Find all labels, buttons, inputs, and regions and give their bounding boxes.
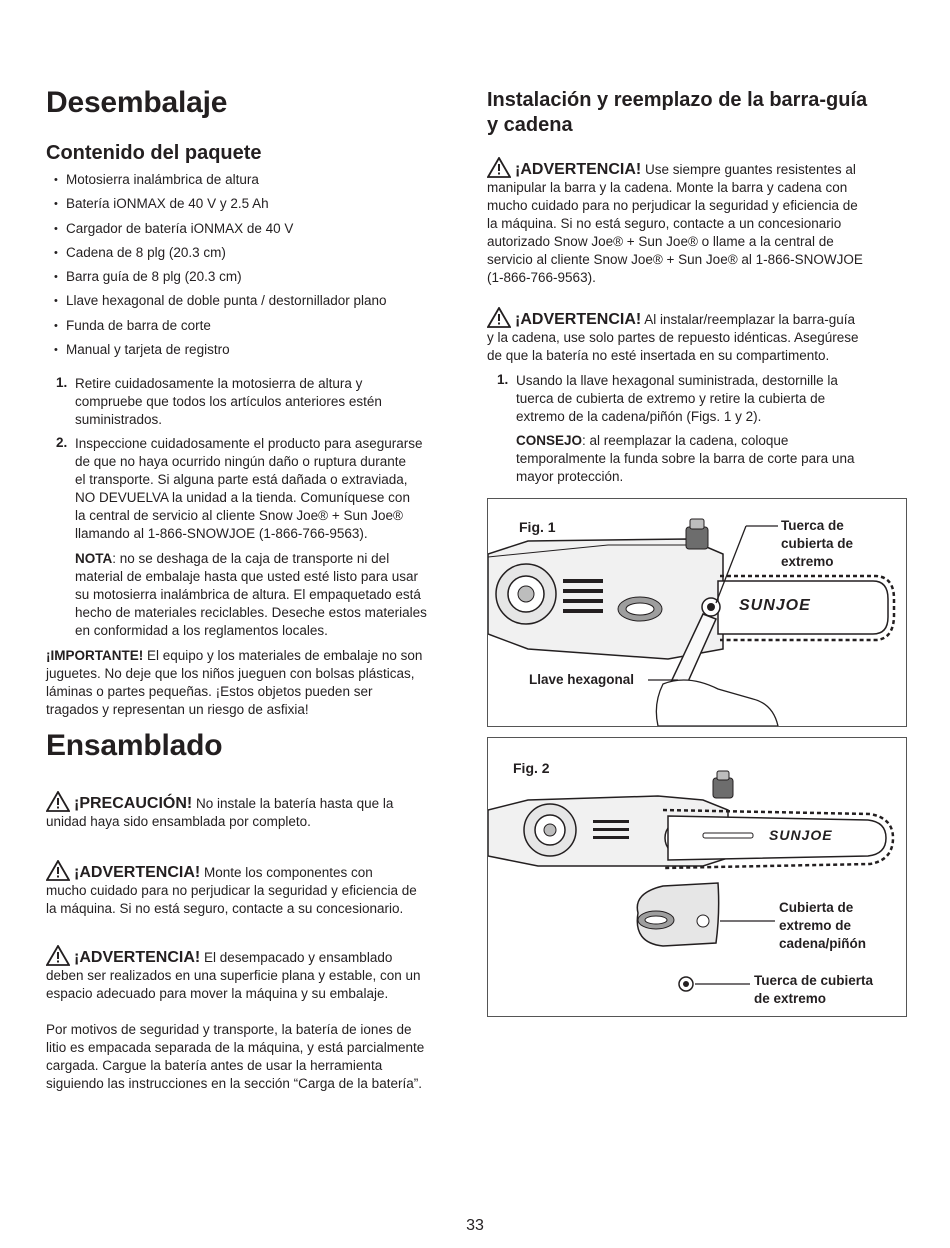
warning-line: espacio adecuado para mover la máquina y su embalaje. <box>46 986 389 1001</box>
battery-line: cargada. Cargue la batería antes de usar la herramienta <box>46 1058 383 1073</box>
fig2-label: Fig. 2 <box>513 760 550 776</box>
warning-line: servicio al cliente Snow Joe® + Sun Joe® al 1-866-SNOWJOE <box>487 252 863 267</box>
list-item: • Funda de barra de corte <box>54 317 387 341</box>
note-paragraph <box>75 550 470 640</box>
step-number: 1. <box>497 372 509 387</box>
step-line: Inspeccione cuidadosamente el producto para asegurarse <box>75 436 423 451</box>
note-line: su motosierra inalámbrica de altura. El empaquetado está <box>75 587 421 602</box>
callout-line: Cubierta de <box>779 900 854 915</box>
step-line: el transporte. Si alguna parte está dañada o extraviada, <box>75 472 408 487</box>
callout-line: de extremo <box>754 991 827 1006</box>
figure-1 <box>487 498 907 727</box>
warning-line: y la cadena, use solo partes de repuesto idénticas. Asegúrese <box>487 330 859 345</box>
step-text <box>516 372 838 426</box>
warning-line: de que la batería no esté insertada en su compartimento. <box>487 348 830 363</box>
callout-line: extremo de <box>779 918 852 933</box>
callout-line: cubierta de <box>781 536 854 551</box>
list-item: • Barra guía de 8 plg (20.3 cm) <box>54 268 387 292</box>
tip-label: CONSEJO <box>516 433 583 448</box>
assembly-title: Ensamblado <box>46 729 223 762</box>
warning-line: autorizado Snow Joe® + Sun Joe® o llame a la central de <box>487 234 834 249</box>
title-line: y cadena <box>487 114 573 136</box>
note-line: : no se deshaga de la caja de transporte ni del <box>112 551 390 566</box>
battery-line: litio es empacada separada de la máquina, y está parcialmente <box>46 1040 425 1055</box>
warning-label: ¡ADVERTENCIA! <box>74 949 201 966</box>
important-line: juguetes. No deje que los niños jueguen con bolsas plásticas, <box>46 666 415 681</box>
step-line: NO DEVUELVA la unidad a la tienda. Comuníquese con <box>75 490 410 505</box>
note-line: hecho de materiales reciclables. Deseche estos materiales <box>75 605 427 620</box>
step-number: 2. <box>56 435 68 450</box>
important-paragraph <box>46 647 466 719</box>
warning-line: mucho cuidado para no perjudicar la seguridad y eficiencia de <box>487 198 858 213</box>
step-line: de que no haya ocurrido ningún daño o ruptura durante <box>75 454 407 469</box>
tip-line: mayor protección. <box>516 469 624 484</box>
caution-line: unidad haya sido ensamblada por completo. <box>46 814 311 829</box>
figure-2 <box>487 737 907 1017</box>
warning-line: El desempacado y ensamblado <box>200 950 393 965</box>
warning-triangle-icon <box>46 945 70 966</box>
page-number: 33 <box>466 1217 484 1234</box>
step-line: extremo de la cadena/piñón (Figs. 1 y 2). <box>516 409 762 424</box>
warning-triangle-icon <box>46 860 70 881</box>
tip-paragraph <box>516 432 905 486</box>
install-title <box>487 88 867 138</box>
list-item: • Llave hexagonal de doble punta / destornillador plano <box>54 292 387 316</box>
title-line: Instalación y reemplazo de la barra-guía <box>487 89 868 111</box>
important-line: tragados y representan un riesgo de asfixia! <box>46 702 309 717</box>
callout-line: Tuerca de cubierta <box>754 973 874 988</box>
warning-line: deben ser realizados en una superficie plana y estable, con un <box>46 968 421 983</box>
battery-line: Por motivos de seguridad y transporte, la batería de iones de <box>46 1022 412 1037</box>
list-item: • Cadena de 8 plg (20.3 cm) <box>54 244 387 268</box>
fig1-callout-wrench: Llave hexagonal <box>529 672 635 687</box>
caution-block <box>46 791 466 831</box>
warning-line: manipular la barra y la cadena. Monte la barra y cadena con <box>487 180 848 195</box>
step-text <box>75 435 422 543</box>
warning-triangle-icon <box>487 157 511 178</box>
step-text <box>75 375 382 429</box>
warning-line: la máquina. Si no está seguro, contacte a un concesionario <box>487 216 842 231</box>
caution-line: No instale la batería hasta que la <box>192 796 394 811</box>
step-line: compruebe que todos los artículos anteriores estén <box>75 394 382 409</box>
important-label: ¡IMPORTANTE! <box>46 648 144 663</box>
note-label: NOTA <box>75 551 113 566</box>
warning-label: ¡ADVERTENCIA! <box>515 311 642 328</box>
list-item: • Cargador de batería iONMAX de 40 V <box>54 220 387 244</box>
fig1-label: Fig. 1 <box>519 519 556 535</box>
battery-line: siguiendo las instrucciones en la sección “Carga de la batería”. <box>46 1076 422 1091</box>
contents-title: Contenido del paquete <box>46 142 262 164</box>
warning-block-1 <box>46 860 466 918</box>
list-item: • Motosierra inalámbrica de altura <box>54 171 387 195</box>
warning-line: Use siempre guantes resistentes al <box>641 162 856 177</box>
warning-block-3 <box>487 157 905 287</box>
warning-line: la máquina. Si no está seguro, contacte a su concesionario. <box>46 901 404 916</box>
step-line: la central de servicio al cliente Snow Joe® + Sun Joe® <box>75 508 403 523</box>
fig2-callout-nut <box>754 972 873 1008</box>
warning-block-2 <box>46 945 466 1003</box>
unpack-title: Desembalaje <box>46 86 228 119</box>
warning-triangle-icon <box>46 791 70 812</box>
battery-paragraph <box>46 1021 466 1093</box>
caution-label: ¡PRECAUCIÓN! <box>74 795 193 812</box>
step-line: Usando la llave hexagonal suministrada, destornille la <box>516 373 838 388</box>
note-line: en conformidad a los reglamentos locales. <box>75 623 328 638</box>
contents-list <box>54 171 387 365</box>
callout-line: Tuerca de <box>781 518 844 533</box>
important-line: láminas o partes pequeñas. ¡Estos objetos pueden ser <box>46 684 373 699</box>
list-item: • Manual y tarjeta de registro <box>54 341 387 365</box>
fig1-callout-nut <box>781 517 853 571</box>
callout-line: cadena/piñón <box>779 936 867 951</box>
warning-triangle-icon <box>487 307 511 328</box>
tip-line: temporalmente la funda sobre la barra de corte para una <box>516 451 855 466</box>
warning-line: Al instalar/reemplazar la barra-guía <box>641 312 856 327</box>
fig1-brand: SUNJOE <box>739 597 811 614</box>
warning-block-4 <box>487 307 905 365</box>
warning-label: ¡ADVERTENCIA! <box>74 864 201 881</box>
important-line: El equipo y los materiales de embalaje no son <box>143 648 423 663</box>
step-line: suministrados. <box>75 412 163 427</box>
step-line: llamando al 1-866-SNOWJOE (1-866-766-9563). <box>75 526 368 541</box>
note-line: material de embalaje hasta que usted esté listo para usar <box>75 569 418 584</box>
step-number: 1. <box>56 375 68 390</box>
list-item: • Batería iONMAX de 40 V y 2.5 Ah <box>54 195 387 219</box>
fig2-brand: SUNJOE <box>769 827 833 843</box>
step-line: Retire cuidadosamente la motosierra de altura y <box>75 376 363 391</box>
tip-line: : al reemplazar la cadena, coloque <box>582 433 789 448</box>
callout-line: extremo <box>781 554 834 569</box>
warning-label: ¡ADVERTENCIA! <box>515 161 642 178</box>
warning-line: Monte los componentes con <box>200 865 373 880</box>
fig2-callout-cover <box>779 899 866 953</box>
warning-line: mucho cuidado para no perjudicar la seguridad y eficiencia de <box>46 883 417 898</box>
warning-line: (1-866-766-9563). <box>487 270 596 285</box>
step-line: tuerca de cubierta de extremo y retire la cubierta de <box>516 391 826 406</box>
